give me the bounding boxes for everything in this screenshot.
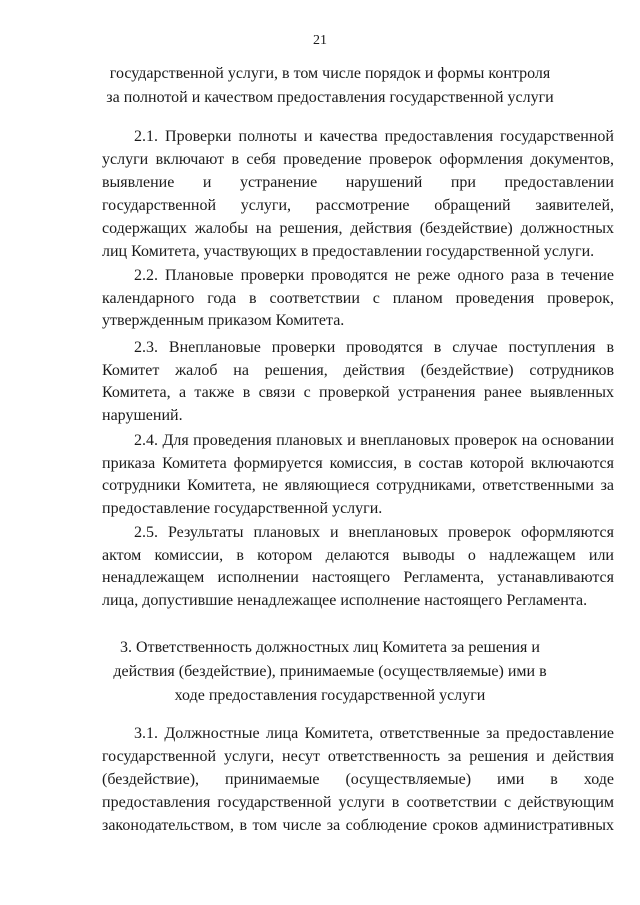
text-line: предоставления государственной услуги в соответствии с действующим xyxy=(102,794,614,811)
text-line: 3.1. Должностные лица Комитета, ответственные за предоставление xyxy=(134,725,614,742)
heading-line: 3. Ответственность должностных лиц Комитета за решения и xyxy=(120,639,540,656)
text-line: Комитет жалоб на решения, действия (бездействие) сотрудников xyxy=(102,361,614,379)
paragraph-3-1 xyxy=(102,722,614,837)
heading-line: государственной услуги, в том числе порядок и формы контроля xyxy=(109,65,551,82)
paragraph-2-5 xyxy=(102,522,614,612)
text-line: сотрудники Комитета, не являющиеся сотрудниками, ответственными за xyxy=(102,477,614,494)
paragraph-2-1 xyxy=(102,125,614,263)
text-line: предоставление государственной услуги. xyxy=(102,499,383,517)
text-line: 2.3. Внеплановые проверки проводятся в случае поступления в xyxy=(134,339,614,356)
text-line: услуги включают в себя проведение проверок оформления документов, xyxy=(102,151,614,168)
heading-line: за полнотой и качеством предоставления государственной услуги xyxy=(106,89,554,106)
text-line: выявление и устранение нарушений при предоставлении xyxy=(102,174,614,191)
page-number: 21 xyxy=(313,33,327,48)
text-line: законодательством, в том числе за соблюдение сроков административных xyxy=(102,817,614,834)
text-line: ненадлежащем исполнении настоящего Регламента, устанавливаются xyxy=(102,569,614,586)
paragraph-2-3 xyxy=(102,337,614,427)
section-2-heading xyxy=(60,62,600,110)
heading-line: действия (бездействие), принимаемые (осуществляемые) ими в xyxy=(113,663,547,680)
text-line: лиц Комитета, участвующих в предоставлении государственной услуги. xyxy=(102,243,595,260)
text-line: государственной услуги, рассмотрение обращений заявителей, xyxy=(102,197,614,214)
text-line: государственной услуги, несут ответственность за решения и действия xyxy=(102,748,614,765)
text-line: актом комиссии, в котором делаются выводы о надлежащем или xyxy=(102,546,614,564)
text-line: 2.5. Результаты плановых и внеплановых проверок оформляются xyxy=(134,524,614,541)
text-line: содержащих жалобы на решения, действия (бездействие) должностных xyxy=(102,220,614,237)
text-line: нарушений. xyxy=(102,406,183,424)
heading-line: ходе предоставления государственной услуги xyxy=(174,687,486,704)
text-line: приказа Комитета формируется комиссия, в состав которой включаются xyxy=(102,454,614,472)
text-line: (бездействие), принимаемые (осуществляемые) ими в ходе xyxy=(102,771,614,788)
text-line: лица, допустившие ненадлежащее исполнение настоящего Регламента. xyxy=(102,591,588,609)
section-3-heading xyxy=(60,636,600,708)
paragraph-2-2 xyxy=(102,265,614,333)
text-line: 2.2. Плановые проверки проводятся не реже одного раза в течение xyxy=(134,267,614,284)
text-line: календарного года в соответствии с планом проведения проверок, xyxy=(102,289,614,307)
text-line: 2.1. Проверки полноты и качества предоставления государственной xyxy=(134,128,614,145)
text-line: Комитета, а также в связи с проверкой устранения ранее выявленных xyxy=(102,384,614,401)
paragraph-2-4 xyxy=(102,430,614,520)
text-line: 2.4. Для проведения плановых и внеплановых проверок на основании xyxy=(134,432,614,449)
text-line: утвержденным приказом Комитета. xyxy=(102,312,345,329)
